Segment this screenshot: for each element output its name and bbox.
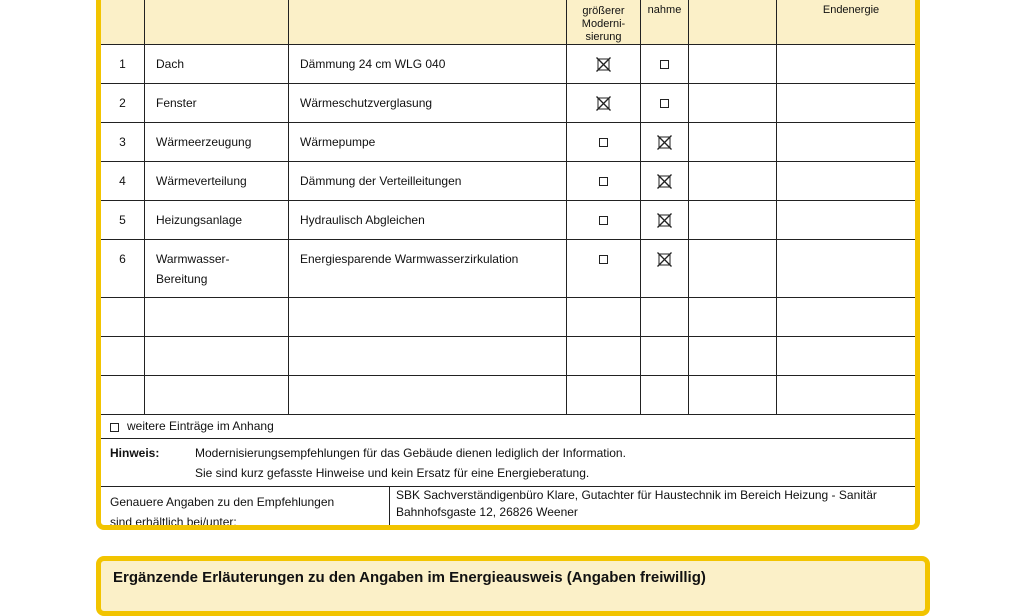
cell-amortisation — [689, 162, 777, 201]
cell-massnahme: Wärmeschutzverglasung — [289, 84, 567, 123]
einzelmassnahme-checkbox[interactable] — [657, 252, 672, 266]
cell-amortisation — [689, 84, 777, 123]
table-row — [101, 162, 920, 201]
cell-bauteil — [145, 84, 289, 123]
cell-einzelmassnahme — [641, 298, 689, 337]
empty-box-icon — [660, 99, 669, 108]
anhang-label: weitere Einträge im Anhang — [127, 419, 274, 433]
cell-nr: 5 — [101, 201, 145, 240]
next-section-title: Ergänzende Erläuterungen zu den Angaben im Energieausweis (Angaben freiwillig) — [113, 569, 706, 586]
kontakt-label-line-2: sind erhältlich bei/unter: — [110, 515, 237, 529]
modernisierung-checkbox[interactable] — [599, 174, 608, 188]
cell-endenergie — [777, 376, 920, 415]
table-row — [101, 298, 920, 337]
table-row — [101, 337, 920, 376]
bauteil-text: Wärmeerzeugung — [156, 135, 252, 149]
cell-massnahme: Dämmung 24 cm WLG 040 — [289, 45, 567, 84]
cell-endenergie — [777, 162, 920, 201]
cell-massnahme — [289, 298, 567, 337]
hinweis-line-2: Sie sind kurz gefasste Hinweise und kein Ersatz für eine Energieberatung. — [195, 466, 590, 480]
kontakt-label-cell — [101, 487, 390, 530]
kontakt-value-line-2: Bahnhofsgaste 12, 26826 Weener — [396, 505, 578, 519]
kontakt-label-line-1: Genauere Angaben zu den Empfehlungen — [110, 495, 335, 509]
modernisierung-checkbox[interactable] — [599, 252, 608, 266]
cell-massnahme: Energiesparende Warmwasserzirkulation — [289, 240, 567, 298]
bauteil-text: Heizungsanlage — [156, 213, 243, 227]
modernisierung-checkbox[interactable] — [596, 96, 611, 110]
cell-bauteil — [145, 45, 289, 84]
cell-modernisierung — [567, 123, 641, 162]
table-row — [101, 240, 920, 298]
cell-einzelmassnahme — [641, 45, 689, 84]
kontakt-row — [101, 487, 920, 530]
cell-endenergie — [777, 84, 920, 123]
cell-amortisation — [689, 201, 777, 240]
cell-massnahme: Hydraulisch Abgleichen — [289, 201, 567, 240]
einzelmassnahme-checkbox[interactable] — [660, 57, 669, 71]
cell-nr — [101, 298, 145, 337]
table-row — [101, 45, 920, 84]
bauteil-text: Warmwasser-Bereitung — [156, 252, 230, 286]
cell-nr: 4 — [101, 162, 145, 201]
bauteil-text: Fenster — [156, 96, 197, 110]
modernisierung-checkbox[interactable] — [599, 213, 608, 227]
header-cell-einzelmassnahme — [641, 0, 689, 45]
modernisierung-checkbox[interactable] — [599, 135, 608, 149]
cell-modernisierung — [567, 162, 641, 201]
header-cell-endenergie — [777, 0, 920, 45]
cell-einzelmassnahme — [641, 201, 689, 240]
cell-nr — [101, 376, 145, 415]
cell-modernisierung — [567, 298, 641, 337]
cell-nr: 3 — [101, 123, 145, 162]
empty-box-icon — [660, 60, 669, 69]
anhang-row — [101, 415, 920, 439]
anhang-checkbox[interactable] — [110, 423, 119, 432]
cell-bauteil — [145, 240, 289, 298]
cell-modernisierung — [567, 376, 641, 415]
cell-endenergie — [777, 240, 920, 298]
hinweis-row — [101, 439, 920, 487]
bauteil-text: Dach — [156, 57, 185, 71]
header-cell-modernisierung — [567, 0, 641, 45]
checked-box-icon — [596, 96, 611, 111]
cell-endenergie — [777, 45, 920, 84]
checked-box-icon — [657, 174, 672, 189]
cell-endenergie — [777, 201, 920, 240]
cell-bauteil — [145, 298, 289, 337]
cell-nr: 6 — [101, 240, 145, 298]
cell-amortisation — [689, 376, 777, 415]
table-row — [101, 84, 920, 123]
cell-modernisierung — [567, 84, 641, 123]
next-section-frame — [96, 556, 930, 616]
cell-amortisation — [689, 240, 777, 298]
einzelmassnahme-checkbox[interactable] — [660, 96, 669, 110]
empty-box-icon — [599, 177, 608, 186]
hinweis-label: Hinweis: — [110, 446, 160, 460]
bauteil-text: Wärmeverteilung — [156, 174, 247, 188]
cell-bauteil — [145, 162, 289, 201]
cell-amortisation — [689, 123, 777, 162]
empty-box-icon — [599, 138, 608, 147]
cell-einzelmassnahme — [641, 123, 689, 162]
checked-box-icon — [657, 135, 672, 150]
cell-modernisierung — [567, 337, 641, 376]
table-row — [101, 376, 920, 415]
header-einzelmassnahme-text: nahme — [647, 4, 682, 16]
cell-modernisierung — [567, 45, 641, 84]
kontakt-value-cell — [390, 487, 920, 530]
checked-box-icon — [657, 213, 672, 228]
modernisierung-checkbox[interactable] — [596, 57, 611, 71]
kontakt-value-line-1: SBK Sachverständigenbüro Klare, Gutachter für Haustechnik im Bereich Heizung - Sanitär — [396, 488, 877, 502]
cell-einzelmassnahme — [641, 84, 689, 123]
cell-einzelmassnahme — [641, 240, 689, 298]
table-row — [101, 201, 920, 240]
cell-modernisierung — [567, 201, 641, 240]
einzelmassnahme-checkbox[interactable] — [657, 135, 672, 149]
recommendations-frame — [96, 0, 920, 530]
cell-nr — [101, 337, 145, 376]
cell-nr: 2 — [101, 84, 145, 123]
empty-box-icon — [599, 255, 608, 264]
cell-bauteil — [145, 201, 289, 240]
empty-box-icon — [599, 216, 608, 225]
checked-box-icon — [596, 57, 611, 72]
cell-amortisation — [689, 45, 777, 84]
cell-einzelmassnahme — [641, 337, 689, 376]
header-cell-amortisation — [689, 0, 777, 45]
cell-amortisation — [689, 337, 777, 376]
checked-box-icon — [657, 252, 672, 267]
cell-endenergie — [777, 337, 920, 376]
cell-massnahme — [289, 376, 567, 415]
header-cell-nr — [101, 0, 145, 45]
cell-bauteil — [145, 337, 289, 376]
cell-endenergie — [777, 298, 920, 337]
header-cell-bauteil — [145, 0, 289, 45]
cell-endenergie — [777, 123, 920, 162]
cell-nr: 1 — [101, 45, 145, 84]
header-cell-massnahme — [289, 0, 567, 45]
cell-massnahme: Dämmung der Verteilleitungen — [289, 162, 567, 201]
cell-modernisierung — [567, 240, 641, 298]
cell-massnahme — [289, 337, 567, 376]
cell-massnahme: Wärmepumpe — [289, 123, 567, 162]
cell-amortisation — [689, 298, 777, 337]
hinweis-line-1: Modernisierungsempfehlungen für das Gebäude dienen lediglich der Information. — [195, 446, 626, 460]
einzelmassnahme-checkbox[interactable] — [657, 174, 672, 188]
header-endenergie-text: Endenergie — [822, 4, 880, 16]
header-modernisierung-text: größerer Moderni-sierung — [581, 5, 626, 43]
table-header-row — [101, 0, 920, 45]
cell-bauteil — [145, 376, 289, 415]
cell-einzelmassnahme — [641, 162, 689, 201]
cell-bauteil — [145, 123, 289, 162]
einzelmassnahme-checkbox[interactable] — [657, 213, 672, 227]
table-row — [101, 123, 920, 162]
cell-einzelmassnahme — [641, 376, 689, 415]
